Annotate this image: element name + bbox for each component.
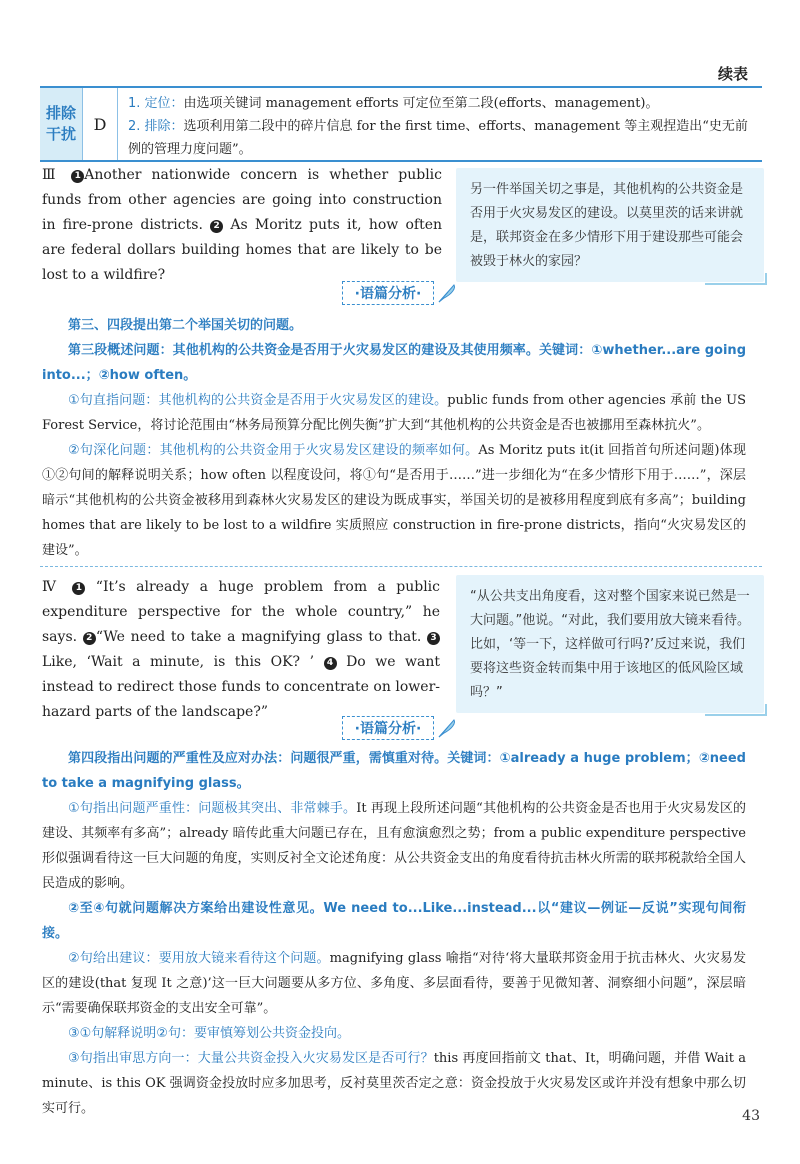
analysis4-para-4-highlight: ②句给出建议：要用放大镜来看待这个问题。: [68, 951, 330, 966]
analysis4-para-3: ②至④句就问题解决方案给出建设性意见。We need to...Like...instead...以“建议—例证—反说”实现句间衔接。: [42, 901, 746, 941]
analysis4-para-1: 第四段指出问题的严重性及应对办法：问题很严重，需慎重对待。关键词：①already a huge problem；②need to take a magnifying glass。: [42, 751, 746, 791]
sentence-number-badge: 1: [72, 582, 85, 595]
sentence-1: “It’s already a huge problem from a public expenditure perspective for the whole country,” he says.: [42, 579, 441, 645]
table-line-2: [128, 115, 752, 161]
sentence-2: As Moritz puts it, how often are federal dollars building homes that are likely to be lost to a wildfire?: [42, 217, 443, 283]
line2-prefix: 2. 排除：: [128, 119, 184, 134]
analysis4-para-6-highlight: ③句指出审思方向一：大量公共资金投入火灾易发区是否可行？: [68, 1051, 434, 1066]
sentence-2: “We need to take a magnifying glass to that.: [95, 629, 422, 645]
analysis3-para-4-text: As Moritz puts it(it 回指首句所述问题)体现①②句间的解释说明关系；how often 以程度设问，将①句“是否用于……”进一步细化为“在多少情形下用于……”，深层暗示“其他机构的公共资金被移用到森林火灾易发区的建设为既成事实，举国关切的是被移用程度到底有多高”；building homes that are likely to be lost to a wildfire 实质照应 construction in fire-prone districts，指向“火灾易发区的建设”。: [42, 443, 747, 558]
options-table: [40, 88, 762, 162]
section-divider: [40, 566, 762, 567]
line1-prefix: 1. 定位：: [128, 96, 184, 111]
sentence-number-badge: 2: [210, 220, 223, 233]
passage-section-4: [42, 575, 440, 725]
analysis-heading-label: ·语篇分析·: [342, 716, 435, 740]
section-numeral: Ⅳ: [42, 579, 62, 595]
analysis-heading-3: [330, 280, 470, 306]
quill-pen-icon: [436, 717, 458, 739]
analysis3-para-4-highlight: ②句深化问题：其他机构的公共资金用于火灾易发区建设的频率如何。: [68, 443, 479, 458]
sentence-number-badge: 2: [83, 632, 96, 645]
analysis4-para-6-text: this 再度回指前文 that、It，明确问题，并借 Wait a minute、is this OK 强调资金投放时应多加思考，反衬莫里茨否定之意：资金投放于火灾易发区或许并没有想象中那么切实可行。: [42, 1051, 746, 1116]
analysis4-para-2-text: It 再现上段所述问题“其他机构的公共资金是否也用于火灾易发区的建设、其频率有多高”；already 暗传此重大问题已存在，且有愈演愈烈之势；from a public expenditure perspective 形似强调看待这一巨大问题的角度，实则反衬全文论述角度：从公共资金支出的角度看待抗击林火所需的联邦税款给全国人民造成的影响。: [42, 801, 747, 891]
continued-label: 续表: [717, 65, 748, 83]
analysis3-para-3-text: public funds from other agencies 承前 the US Forest Service，将讨论范围由“林务局预算分配比例失衡”扩大到“其他机构的公共资金是否也被挪用至森林抗火”。: [42, 393, 746, 433]
analysis4-para-5: ③①句解释说明②句：要审慎筹划公共资金投向。: [68, 1026, 350, 1041]
page-number: 43: [742, 1108, 760, 1124]
analysis-block-4: [42, 746, 746, 1121]
table-option-letter: D: [83, 88, 118, 160]
table-explanation: [118, 88, 762, 160]
analysis3-para-4: [42, 438, 746, 563]
sentence-1: Another nationwide concern is whether public funds from other agencies are going into construction in fire-prone districts.: [42, 167, 442, 233]
sentence-number-badge: 1: [71, 170, 84, 183]
translation-box-3: 另一件举国关切之事是，其他机构的公共资金是否用于火灾易发区的建设。以莫里茨的话来讲就是，联邦资金在多少情形下用于建设那些可能会被毁于林火的家园？: [456, 168, 764, 282]
analysis4-para-4: [42, 946, 746, 1021]
line2-text: 选项利用第二段中的碎片信息 for the first time、efforts、management 等主观捏造出“史无前例的管理力度问题”。: [128, 119, 748, 157]
analysis4-para-6: [42, 1046, 746, 1121]
quill-pen-icon: [436, 282, 458, 304]
passage-section-3: [42, 163, 442, 288]
analysis4-para-4-text: magnifying glass 喻指“对待‘将大量联邦资金用于抗击林火、火灾易发区的建设(that 复现 It 之意)’这一巨大问题要从多方位、多角度、多层面看待，要善于见微知著、洞察细小问题”，深层暗示“需要确保联邦资金的支出安全可靠”。: [42, 951, 746, 1016]
table-line-1: [128, 92, 752, 115]
table-category-label: 排除干扰: [40, 88, 83, 160]
section-numeral: Ⅲ: [42, 167, 62, 183]
analysis3-para-2: 第三段概述问题：其他机构的公共资金是否用于火灾易发区的建设及其使用频率。关键词：①whether...are going into...；②how often。: [42, 343, 746, 383]
analysis4-para-2-highlight: ①句指出问题严重性：问题极其突出、非常棘手。: [68, 801, 357, 816]
analysis4-para-2: [42, 796, 746, 896]
sentence-number-badge: 3: [427, 632, 440, 645]
analysis-heading-label: ·语篇分析·: [342, 281, 435, 305]
sentence-number-badge: 4: [324, 657, 337, 670]
sentence-4: Do we want instead to redirect those funds to concentrate on lower-hazard parts of the landscape?”: [42, 654, 440, 720]
analysis3-para-3: [42, 388, 746, 438]
translation-box-4: “从公共支出角度看，这对整个国家来说已然是一大问题。”他说。“对此，我们要用放大镜来看待。比如，‘等一下，这样做可行吗?’反过来说，我们要将这些资金转而集中用于该地区的低风险区域吗？”: [456, 575, 764, 713]
line1-text: 由选项关键词 management efforts 可定位至第二段(efforts、management)。: [183, 96, 659, 111]
analysis3-para-1: 第三、四段提出第二个举国关切的问题。: [68, 318, 303, 333]
analysis-block-3: [42, 313, 746, 563]
sentence-3: Like, ‘Wait a minute, is this OK? ’: [42, 654, 315, 670]
analysis3-para-3-highlight: ①句直指问题：其他机构的公共资金是否用于火灾易发区的建设。: [68, 393, 448, 408]
analysis-heading-4: [330, 715, 470, 741]
